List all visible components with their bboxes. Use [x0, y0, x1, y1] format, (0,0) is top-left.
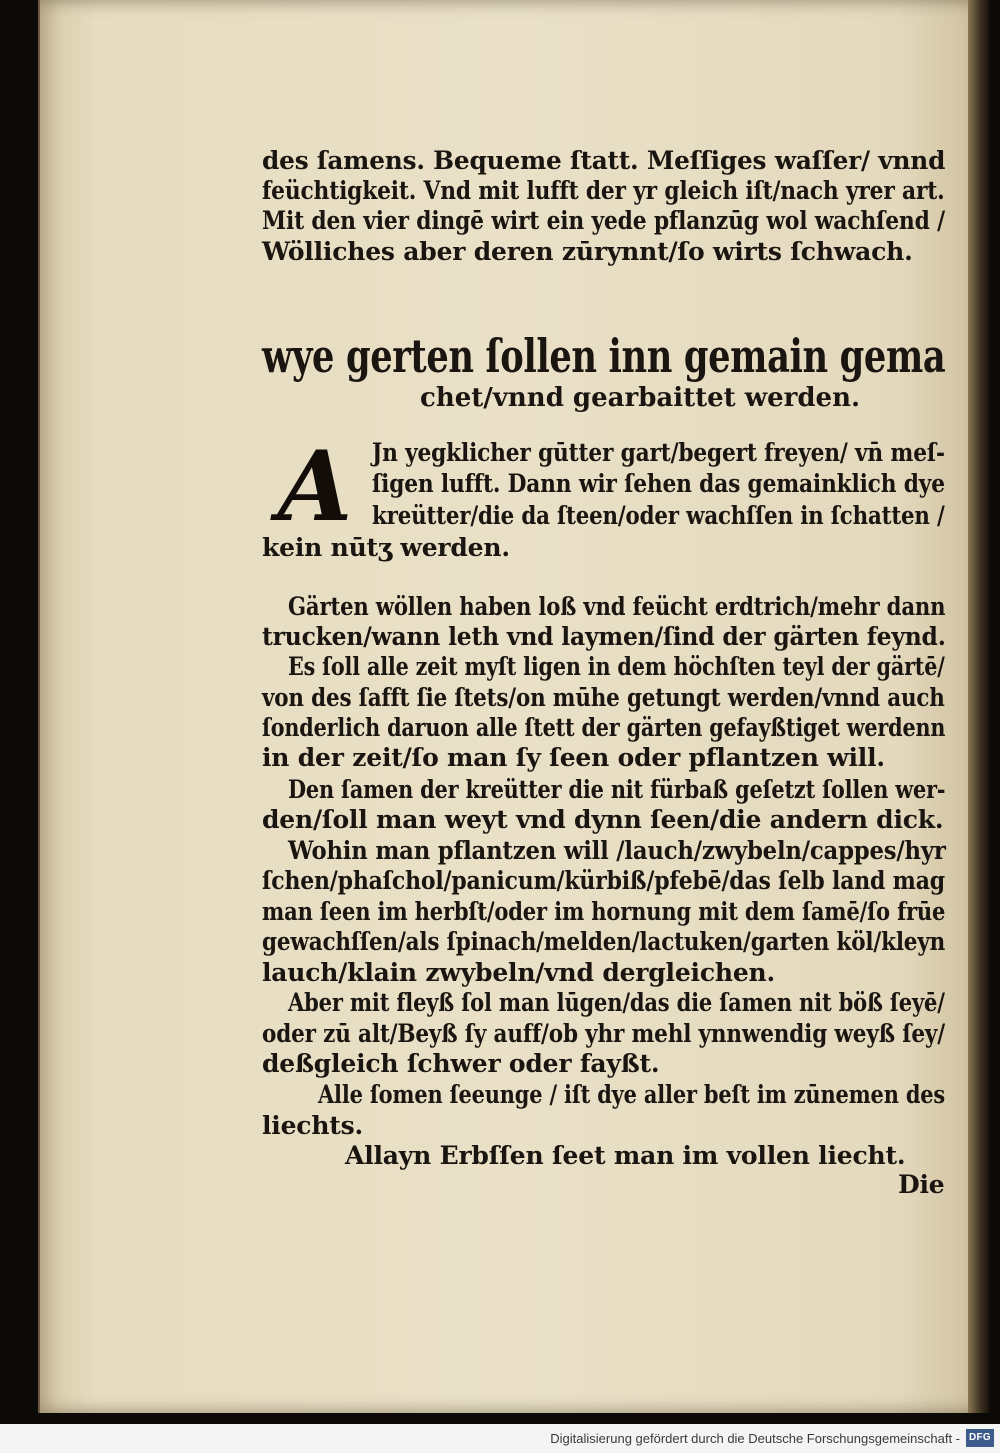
body-line: deßgleich ſchwer oder fayßt.	[262, 1049, 660, 1078]
body-line: ſigen lufft. Dann wir ſehen das gemainklich dye	[372, 469, 945, 498]
body-line: trucken/wann leth vnd laymen/ſind der gärten feynd.	[262, 622, 946, 651]
body-line: ſchen/phaſchol/panicum/kürbiß/pfebē/das ſelb land mag	[262, 866, 945, 895]
book-spine-shadow	[968, 0, 990, 1413]
body-line: kreütter/die da ſteen/oder wachſſen in ſchatten /	[372, 501, 945, 530]
section-heading: wye gerten ſollen inn gemain gema	[262, 329, 946, 383]
body-line: in der zeit/ſo man ſy ſeen oder pflantzen will.	[262, 743, 885, 772]
body-line: Es ſoll alle zeit myſt ligen in dem höchſten teyl der gärtē/	[288, 652, 945, 681]
body-line: Wohin man pflantzen will /lauch/zwybeln/cappes/hyr	[288, 836, 946, 865]
body-line: von des ſafft ſie ſtets/on mūhe getungt werden/vnnd auch	[262, 683, 945, 712]
body-line: kein nūtʒ werden.	[262, 533, 510, 562]
body-line: man ſeen im herbſt/oder im hornung mit dem ſamē/ſo frūe	[262, 897, 946, 926]
body-line: Aber mit fleyß ſol man lūgen/das die ſamen nit böß ſeyē/	[288, 988, 945, 1017]
digitization-credit: Digitalisierung gefördert durch die Deutsche Forschungsgemeinschaft -	[550, 1431, 960, 1446]
body-line: Jn yegklicher gūtter gart/begert freyen/ vn̄ meſ-	[372, 438, 945, 467]
body-line: Den ſamen der kreütter die nit fürbaß geſetzt ſollen wer-	[288, 775, 946, 804]
body-line: Alle ſomen ſeeunge / iſt dye aller beſt im zūnemen des	[318, 1080, 946, 1109]
body-line: Allayn Erbſſen ſeet man im vollen liecht.	[345, 1141, 906, 1170]
decorated-initial: A	[277, 430, 353, 543]
body-line: ſonderlich daruon alle ſtett der gärten gefayßtiget werdenn	[262, 713, 946, 742]
footer-bar	[0, 1424, 1000, 1453]
intro-line: des ſamens. Bequeme ſtatt. Meſſiges waſſer/ vnnd	[262, 146, 946, 175]
body-line: oder zū alt/Beyß ſy auff/ob yhr mehl ynnwendig weyß ſey/	[262, 1019, 945, 1048]
intro-line: Mit den vier dingē wirt ein yede pflanzūg wol wachſend /	[262, 206, 945, 235]
body-line: Gärten wöllen haben loß vnd feücht erdtrich/mehr dann	[288, 592, 946, 621]
dfg-logo-icon: DFG	[966, 1429, 994, 1447]
intro-line: Wölliches aber deren zūrynnt/ſo wirts ſchwach.	[262, 237, 913, 266]
catchword: Die	[898, 1170, 945, 1199]
intro-line: feüchtigkeit. Vnd mit lufft der yr gleich iſt/nach yrer art.	[262, 176, 945, 205]
body-line: lauch/klain zwybeln/vnd dergleichen.	[262, 958, 776, 987]
body-line: gewachſſen/als ſpinach/melden/lactuken/garten köl/kleyn	[262, 927, 946, 956]
body-line: liechts.	[262, 1111, 364, 1140]
body-line: den/ſoll man weyt vnd dynn ſeen/die andern dick.	[262, 805, 944, 834]
section-subheading: chet/vnnd gearbaittet werden.	[420, 383, 861, 413]
